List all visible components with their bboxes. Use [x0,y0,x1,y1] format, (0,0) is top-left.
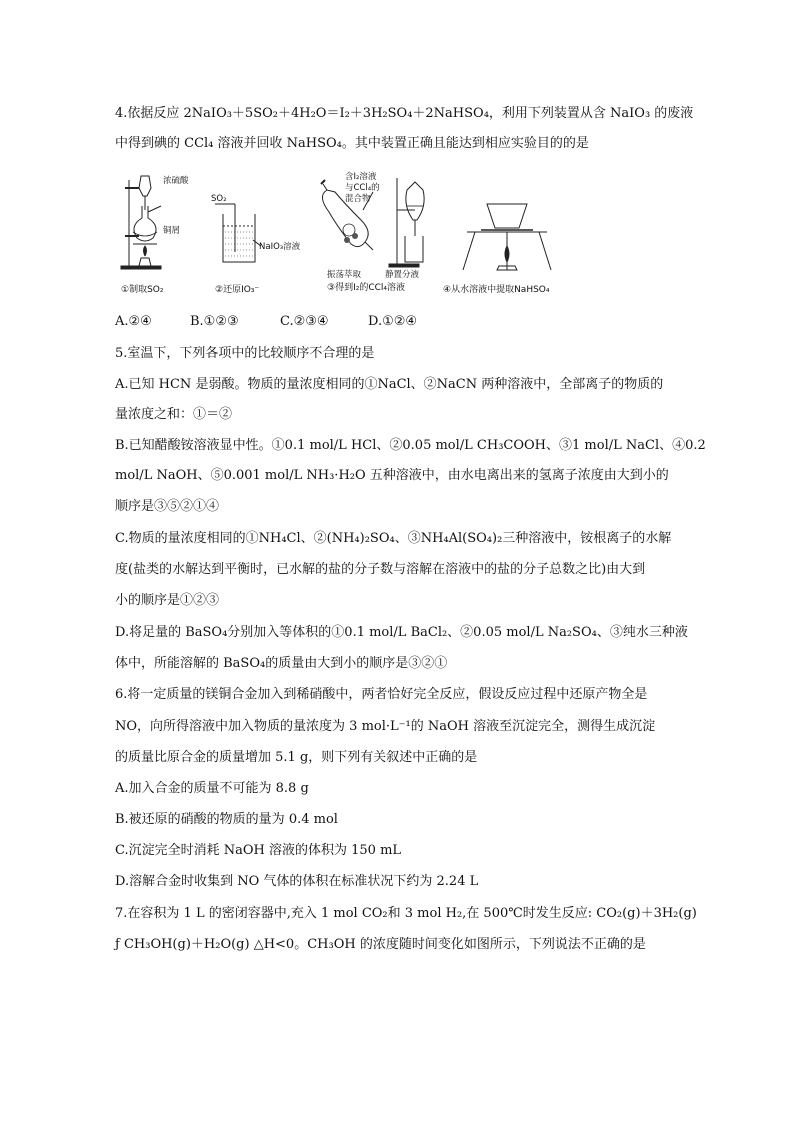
label-settle-separate: 静置分液 [385,270,420,280]
q4-option-b: B.①②③ [190,314,239,329]
q6-option-a: A.加入合金的质量不可能为 8.8 g [115,781,309,796]
q5-option-c-line2: 度(盐类的水解达到平衡时，已水解的盐的分子数与溶解在溶液中的盐的分子总数之比)由大到 [115,562,646,577]
q5-option-b-line1: B.已知醋酸铵溶液显中性。①0.1 mol/L HCl、②0.05 mol/L CH₃COOH、③1 mol/L NaCl、④0.2 [115,438,706,453]
label-copper: 铜屑 [163,226,181,236]
q5-option-b-line3: 顺序是③⑤②①④ [115,499,220,514]
q6-option-b: B.被还原的硝酸的物质的量为 0.4 mol [115,812,338,827]
apparatus-4-evaporation [463,204,551,270]
q4-stem-line2: 中得到碘的 CCl₄ 溶液并回收 NaHSO₄。其中装置正确且能达到相应实验目的的是 [115,136,589,151]
caption-4: ④从水溶液中提取NaHSO₄ [443,285,550,295]
apparatus-2-beaker [215,204,261,262]
label-so2: SO₂ [211,194,227,204]
caption-2: ②还原IO₃⁻ [215,285,260,295]
q7-stem-line1: 7.在容积为 1 L 的密闭容器中,充入 1 mol CO₂和 3 mol H₂,在 500℃时发生反应: CO₂(g)＋3H₂(g) [115,906,697,921]
q4-option-c: C.②③④ [280,314,329,329]
q4-apparatus-figure [115,170,585,295]
q5-option-a-line2: 量浓度之和：①＝② [115,407,233,422]
label-mixture-2: 与CCl₄的 [345,183,380,193]
q6-option-d: D.溶解合金时收集到 NO 气体的体积在标准状况下约为 2.24 L [115,874,479,889]
caption-3: ③得到I₂的CCl₄溶液 [327,283,406,293]
q5-option-c-line3: 小的顺序是①②③ [115,593,220,608]
q5-option-d-line1: D.将足量的 BaSO₄分别加入等体积的①0.1 mol/L BaCl₂、②0.05 mol/L Na₂SO₄、③纯水三种液 [115,625,688,640]
q6-option-c: C.沉淀完全时消耗 NaOH 溶液的体积为 150 mL [115,843,402,858]
q6-stem-line3: 的质量比原合金的质量增加 5.1 g，则下列有关叙述中正确的是 [115,750,478,765]
label-mixture-1: 含I₂溶液 [345,172,377,182]
caption-1: ①制取SO₂ [121,285,164,295]
q5-option-c-line1: C.物质的量浓度相同的①NH₄Cl、②(NH₄)₂SO₄、③NH₄Al(SO₄)₂三种溶液中，铵根离子的水解 [115,531,672,546]
q6-stem-line1: 6.将一定质量的镁铜合金加入到稀硝酸中，两者恰好完全反应，假设反应过程中还原产物全是 [115,687,648,702]
apparatus-3b-separating-funnel [389,178,424,267]
label-conc-acid: 浓硫酸 [163,176,189,186]
q4-option-d: D.①②④ [368,314,418,329]
q4-stem-line1: 4.依据反应 2NaIO₃＋5SO₂＋4H₂O＝I₂＋3H₂SO₄＋2NaHSO₄，利用下列装置从含 NaIO₃ 的废液 [115,106,694,121]
q5-option-a-line1: A.已知 HCN 是弱酸。物质的量浓度相同的①NaCl、②NaCN 两种溶液中，全部离子的物质的 [115,377,664,392]
q7-stem-line2: ƒ CH₃OH(g)＋H₂O(g) △H<0。CH₃OH 的浓度随时间变化如图所示，下列说法不正确的是 [115,937,646,952]
label-shake-extract: 振荡萃取 [327,270,362,280]
q5-option-b-line2: mol/L NaOH、⑤0.001 mol/L NH₃·H₂O 五种溶液中，由水电离出来的氢离子浓度由大到小的 [115,468,669,483]
label-mixture-3: 混合物 [345,194,371,204]
q5-option-d-line2: 体中，所能溶解的 BaSO₄的质量由大到小的顺序是③②① [115,656,448,671]
apparatus-1-so2-generator [121,176,161,269]
q5-stem: 5.室温下，下列各项中的比较顺序不合理的是 [115,346,375,361]
q6-stem-line2: NO，向所得溶液中加入物质的量浓度为 3 mol·L⁻¹的 NaOH 溶液至沉淀完全，测得生成沉淀 [115,719,656,734]
label-naio3-solution: NaIO₃溶液 [259,242,301,252]
q4-option-a: A.②④ [115,314,152,329]
